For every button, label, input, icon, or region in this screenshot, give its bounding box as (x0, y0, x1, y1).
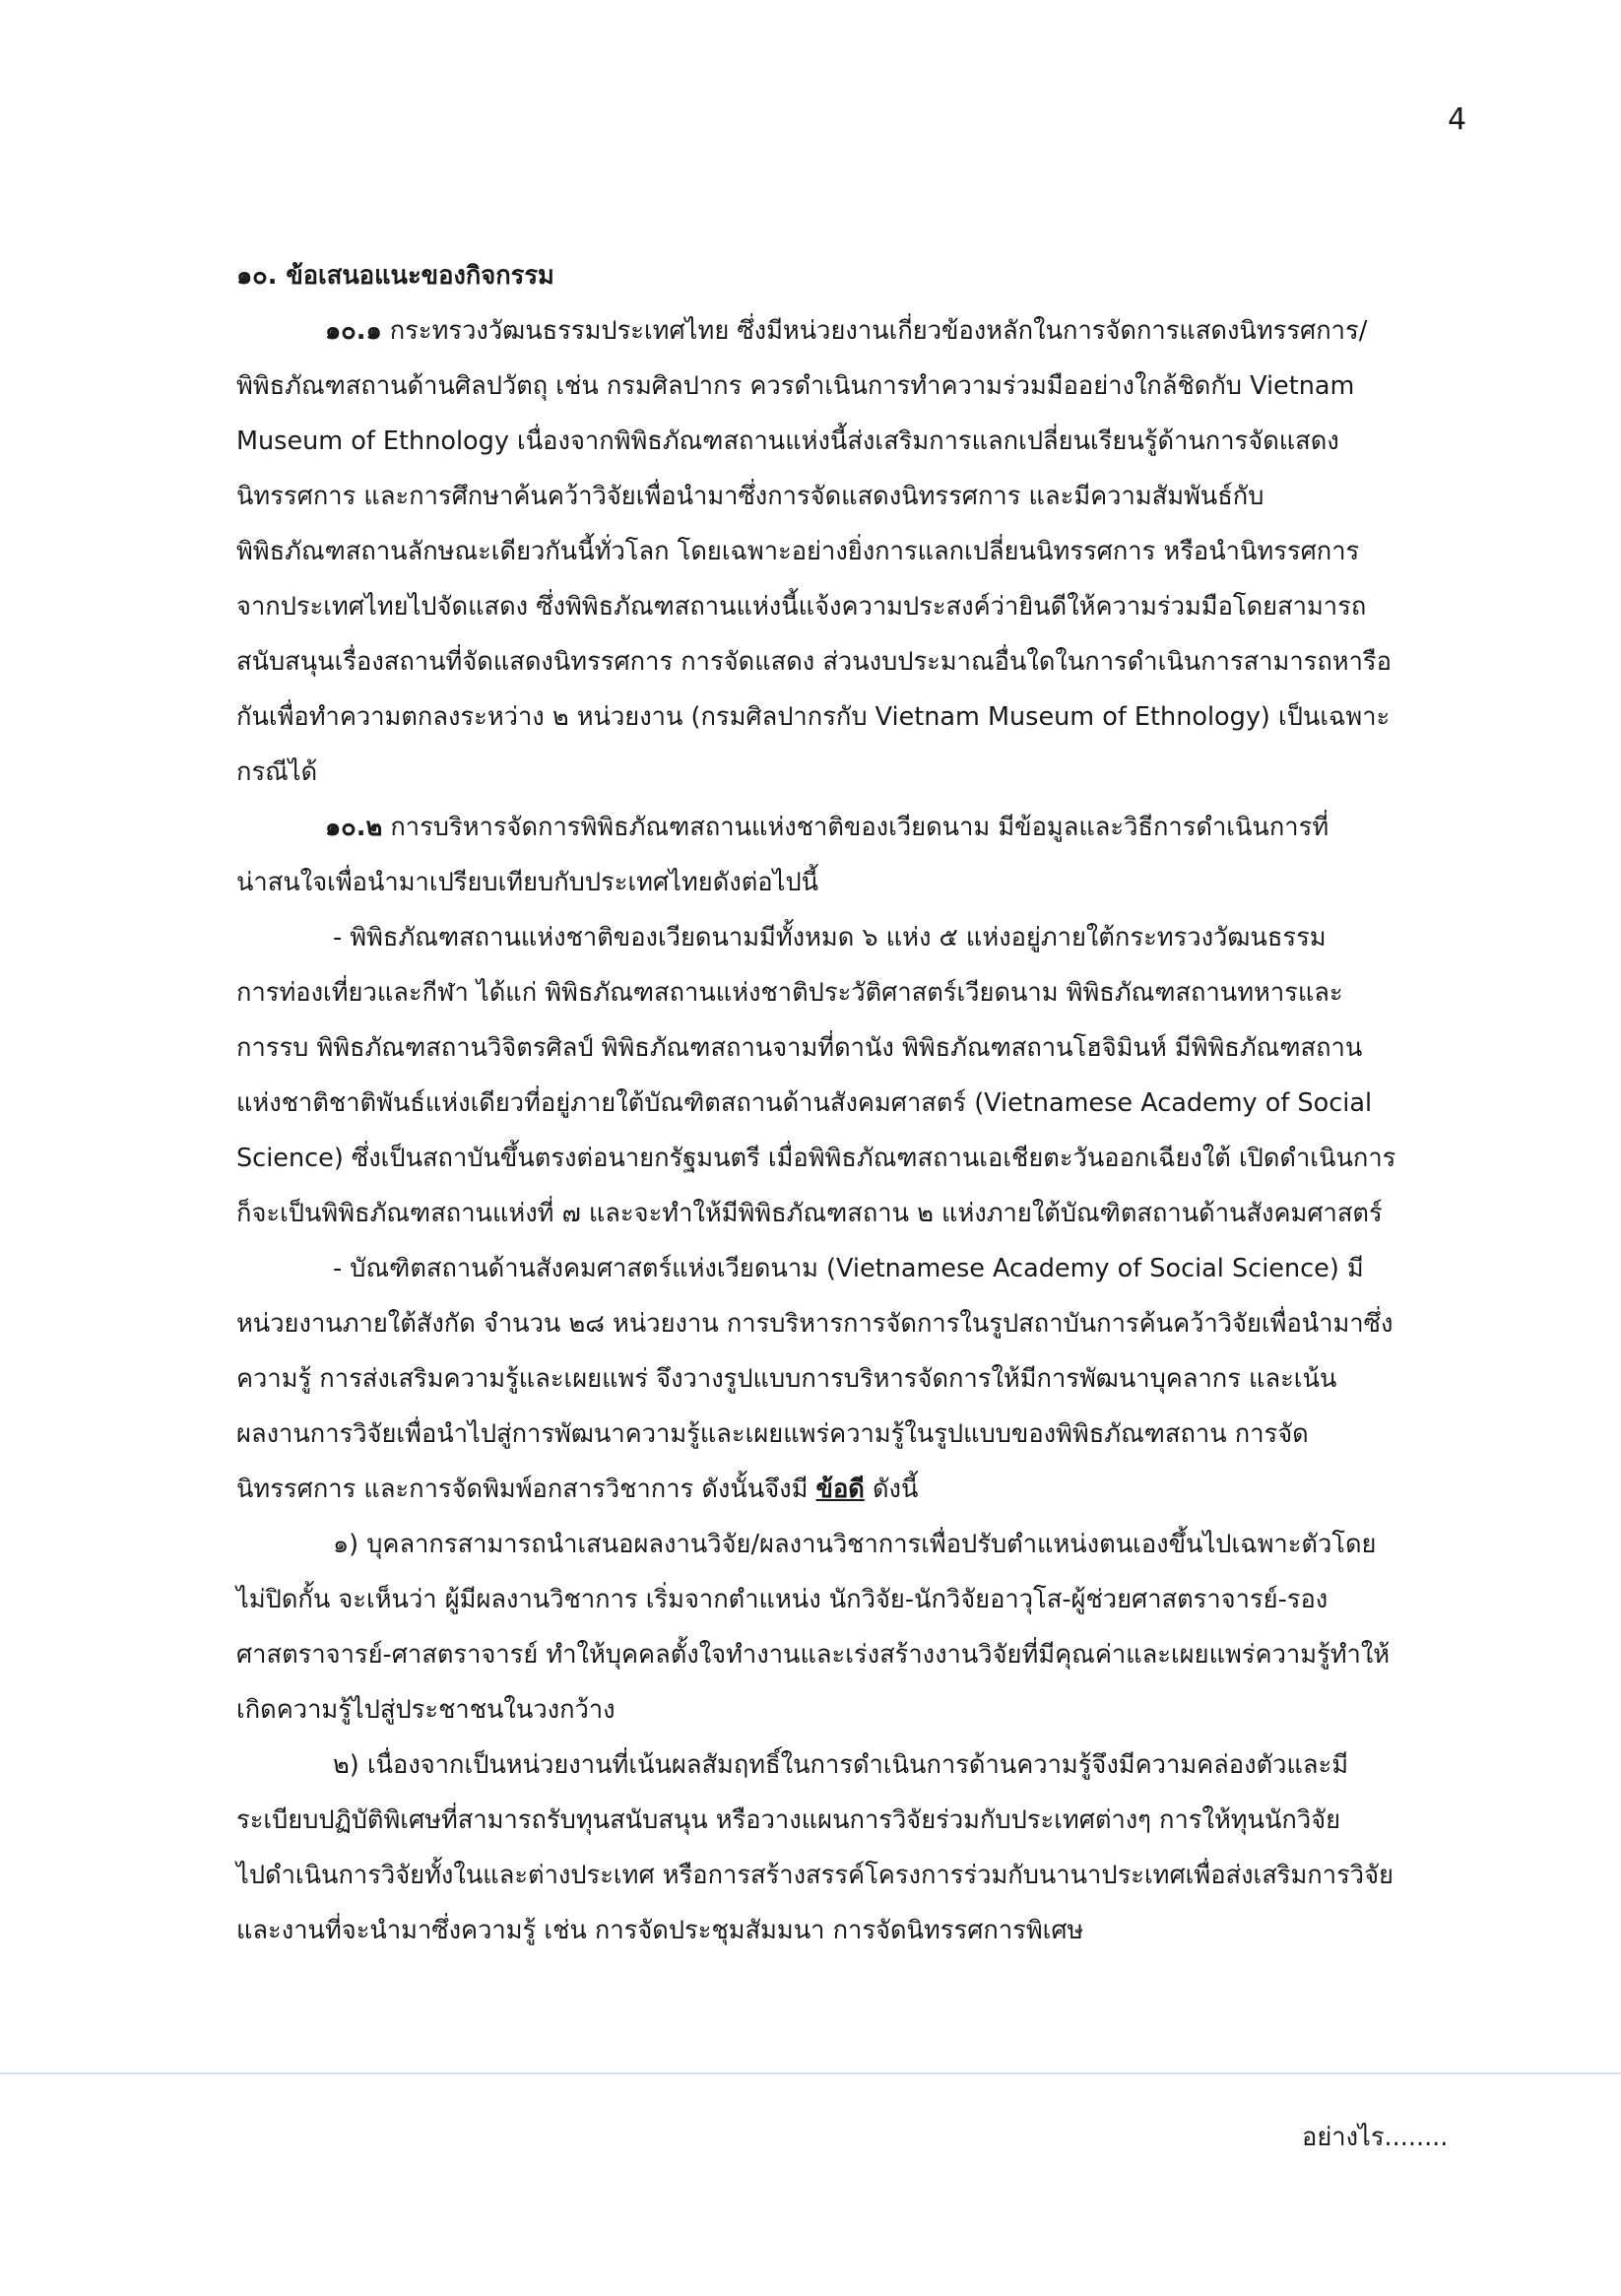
paragraph-line: ๑) บุคลากรสามารถนำเสนอผลงานวิจัย/ผลงานวิชาการเพื่อปรับตำแหน่งตนเองขึ้นไปเฉพาะตัวโดย (333, 1530, 1377, 1559)
paragraph-10-2 (236, 800, 1462, 910)
bullet-museums (236, 910, 1462, 1241)
paragraph-line: Science) ซึ่งเป็นสถาบันขึ้นตรงต่อนายกรัฐมนตรี เมื่อพิพิธภัณฑสถานเอเชียตะวันออกเฉียงใต้ เปิดดำเนินการ (236, 1144, 1396, 1173)
continuation-footer: อย่างไร........ (1302, 2123, 1449, 2152)
numbered-item-1 (236, 1517, 1462, 1738)
paragraph-line: Museum of Ethnology เนื่องจากพิพิธภัณฑสถานแห่งนี้ส่งเสริมการแลกเปลี่ยนเรียนรู้ด้านการจัดแสดง (236, 426, 1339, 456)
paragraph-10-1 (236, 303, 1462, 800)
page-number: 4 (1448, 102, 1467, 137)
page-divider (0, 2072, 1621, 2074)
paragraph-line: พิพิธภัณฑสถานลักษณะเดียวกันนี้ทั่วโลก โดยเฉพาะอย่างยิ่งการแลกเปลี่ยนนิทรรศการ หรือนำนิทรรศการ (236, 537, 1360, 566)
paragraph-line: สนับสนุนเรื่องสถานที่จัดแสดงนิทรรศการ การจัดแสดง ส่วนงบประมาณอื่นใดในการดำเนินการสามารถหารือ (236, 647, 1392, 677)
paragraph-line: ศาสตราจารย์-ศาสตราจารย์ ทำให้บุคคลตั้งใจทำงานและเร่งสร้างงานวิจัยที่มีคุณค่าและเผยแพร่ความรู้ทำให้ (236, 1640, 1391, 1670)
document-body (236, 248, 1462, 1958)
section-number: ๑๐.๒ (325, 813, 383, 842)
paragraph-line: การท่องเที่ยวและกีฬา ได้แก่ พิพิธภัณฑสถานแห่งชาติประวัติศาสตร์เวียดนาม พิพิธภัณฑสถานทหารและ (236, 978, 1343, 1008)
paragraph-line: แห่งชาติชาติพันธ์แห่งเดียวที่อยู่ภายใต้บัณฑิตสถานด้านสังคมศาสตร์ (Vietnamese Academy of Social (236, 1088, 1373, 1118)
paragraph-text: การบริหารจัดการพิพิธภัณฑสถานแห่งชาติของเวียดนาม มีข้อมูลและวิธีการดำเนินการที่ (382, 813, 1329, 842)
paragraph-line: ผลงานการวิจัยเพื่อนำไปสู่การพัฒนาความรู้และเผยแพร่ความรู้ในรูปแบบของพิพิธภัณฑสถาน การจัด (236, 1419, 1309, 1449)
paragraph-line (236, 800, 1462, 855)
paragraph-line: ๒) เนื่องจากเป็นหน่วยงานที่เน้นผลสัมฤทธิ์ในการดำเนินการด้านความรู้จึงมีความคล่องตัวและมี (333, 1750, 1349, 1780)
paragraph-line: หน่วยงานภายใต้สังกัด จำนวน ๒๘ หน่วยงาน การบริหารการจัดการในรูปสถาบันการค้นคว้าวิจัยเพื่อนำมาซึ่ง (236, 1309, 1394, 1339)
paragraph-line (236, 303, 1462, 359)
paragraph-line: จากประเทศไทยไปจัดแสดง ซึ่งพิพิธภัณฑสถานแห่งนี้แจ้งความประสงค์ว่ายินดีให้ความร่วมมือโดยสามารถ (236, 592, 1367, 622)
paragraph-line: - บัณฑิตสถานด้านสังคมศาสตร์แห่งเวียดนาม (Vietnamese Academy of Social Science) มี (333, 1254, 1364, 1283)
numbered-item-2 (236, 1738, 1462, 1958)
bullet-academy (236, 1241, 1462, 1517)
paragraph-line: ไม่ปิดกั้น จะเห็นว่า ผู้มีผลงานวิชาการ เริ่มจากตำแหน่ง นักวิจัย-นักวิจัยอาวุโส-ผู้ช่วยศาสตราจารย์-รอง (236, 1585, 1329, 1614)
paragraph-line: เกิดความรู้ไปสู่ประชาชนในวงกว้าง (236, 1695, 616, 1725)
paragraph-line: ก็จะเป็นพิพิธภัณฑสถานแห่งที่ ๗ และจะทำให้มีพิพิธภัณฑสถาน ๒ แห่งภายใต้บัณฑิตสถานด้านสังคมศาสตร์ (236, 1199, 1383, 1228)
paragraph-line: ไปดำเนินการวิจัยทั้งในและต่างประเทศ หรือการสร้างสรรค์โครงการร่วมกับนานาประเทศเพื่อส่งเสริมการวิจัย (236, 1861, 1394, 1890)
paragraph-line: ระเบียบปฏิบัติพิเศษที่สามารถรับทุนสนับสนุน หรือวางแผนการวิจัยร่วมกับประเทศต่างๆ การให้ทุนนักวิจัย (236, 1805, 1341, 1835)
paragraph-line: ความรู้ การส่งเสริมความรู้และเผยแพร่ จึงวางรูปแบบการบริหารจัดการให้มีการพัฒนาบุคลากร และเน้น (236, 1364, 1337, 1394)
paragraph-line: พิพิธภัณฑสถานด้านศิลปวัตถุ เช่น กรมศิลปากร ควรดำเนินการทำความร่วมมืออย่างใกล้ชิดกับ Vietnam (236, 371, 1355, 401)
paragraph-line: นิทรรศการ และการศึกษาค้นคว้าวิจัยเพื่อนำมาซึ่งการจัดแสดงนิทรรศการ และมีความสัมพันธ์กับ (236, 482, 1264, 511)
paragraph-line: กันเพื่อทำความตกลงระหว่าง ๒ หน่วยงาน (กรมศิลปากรกับ Vietnam Museum of Ethnology) เป็นเฉพาะ (236, 702, 1391, 732)
section-number: ๑๐.๑ (325, 316, 382, 346)
section-heading: ๑๐. ข้อเสนอแนะของกิจกรรม (236, 261, 554, 291)
paragraph-line: น่าสนใจเพื่อนำมาเปรียบเทียบกับประเทศไทยดังต่อไปนี้ (236, 868, 819, 897)
paragraph-text: นิทรรศการ และการจัดพิมพ์อกสารวิชาการ ดังนั้นจึงมี (236, 1475, 816, 1504)
paragraph-line: - พิพิธภัณฑสถานแห่งชาติของเวียดนามมีทั้งหมด ๖ แห่ง ๕ แห่งอยู่ภายใต้กระทรวงวัฒนธรรม (333, 923, 1327, 952)
paragraph-line: กรณีได้ (236, 757, 318, 787)
paragraph-line (236, 1462, 1462, 1517)
paragraph-line: และงานที่จะนำมาซึ่งความรู้ เช่น การจัดประชุมสัมมนา การจัดนิทรรศการพิเศษ (236, 1916, 1084, 1945)
paragraph-line: การรบ พิพิธภัณฑสถานวิจิตรศิลป์ พิพิธภัณฑสถานจามที่ดานัง พิพิธภัณฑสถานโฮจิมินห์ มีพิพิธภัณฑสถาน (236, 1033, 1363, 1063)
paragraph-text: กระทรวงวัฒนธรรมประเทศไทย ซึ่งมีหน่วยงานเกี่ยวข้องหลักในการจัดการแสดงนิทรรศการ/ (381, 316, 1368, 346)
paragraph-text: ดังนี้ (864, 1475, 919, 1504)
emphasis-text: ข้อดี (815, 1475, 865, 1504)
